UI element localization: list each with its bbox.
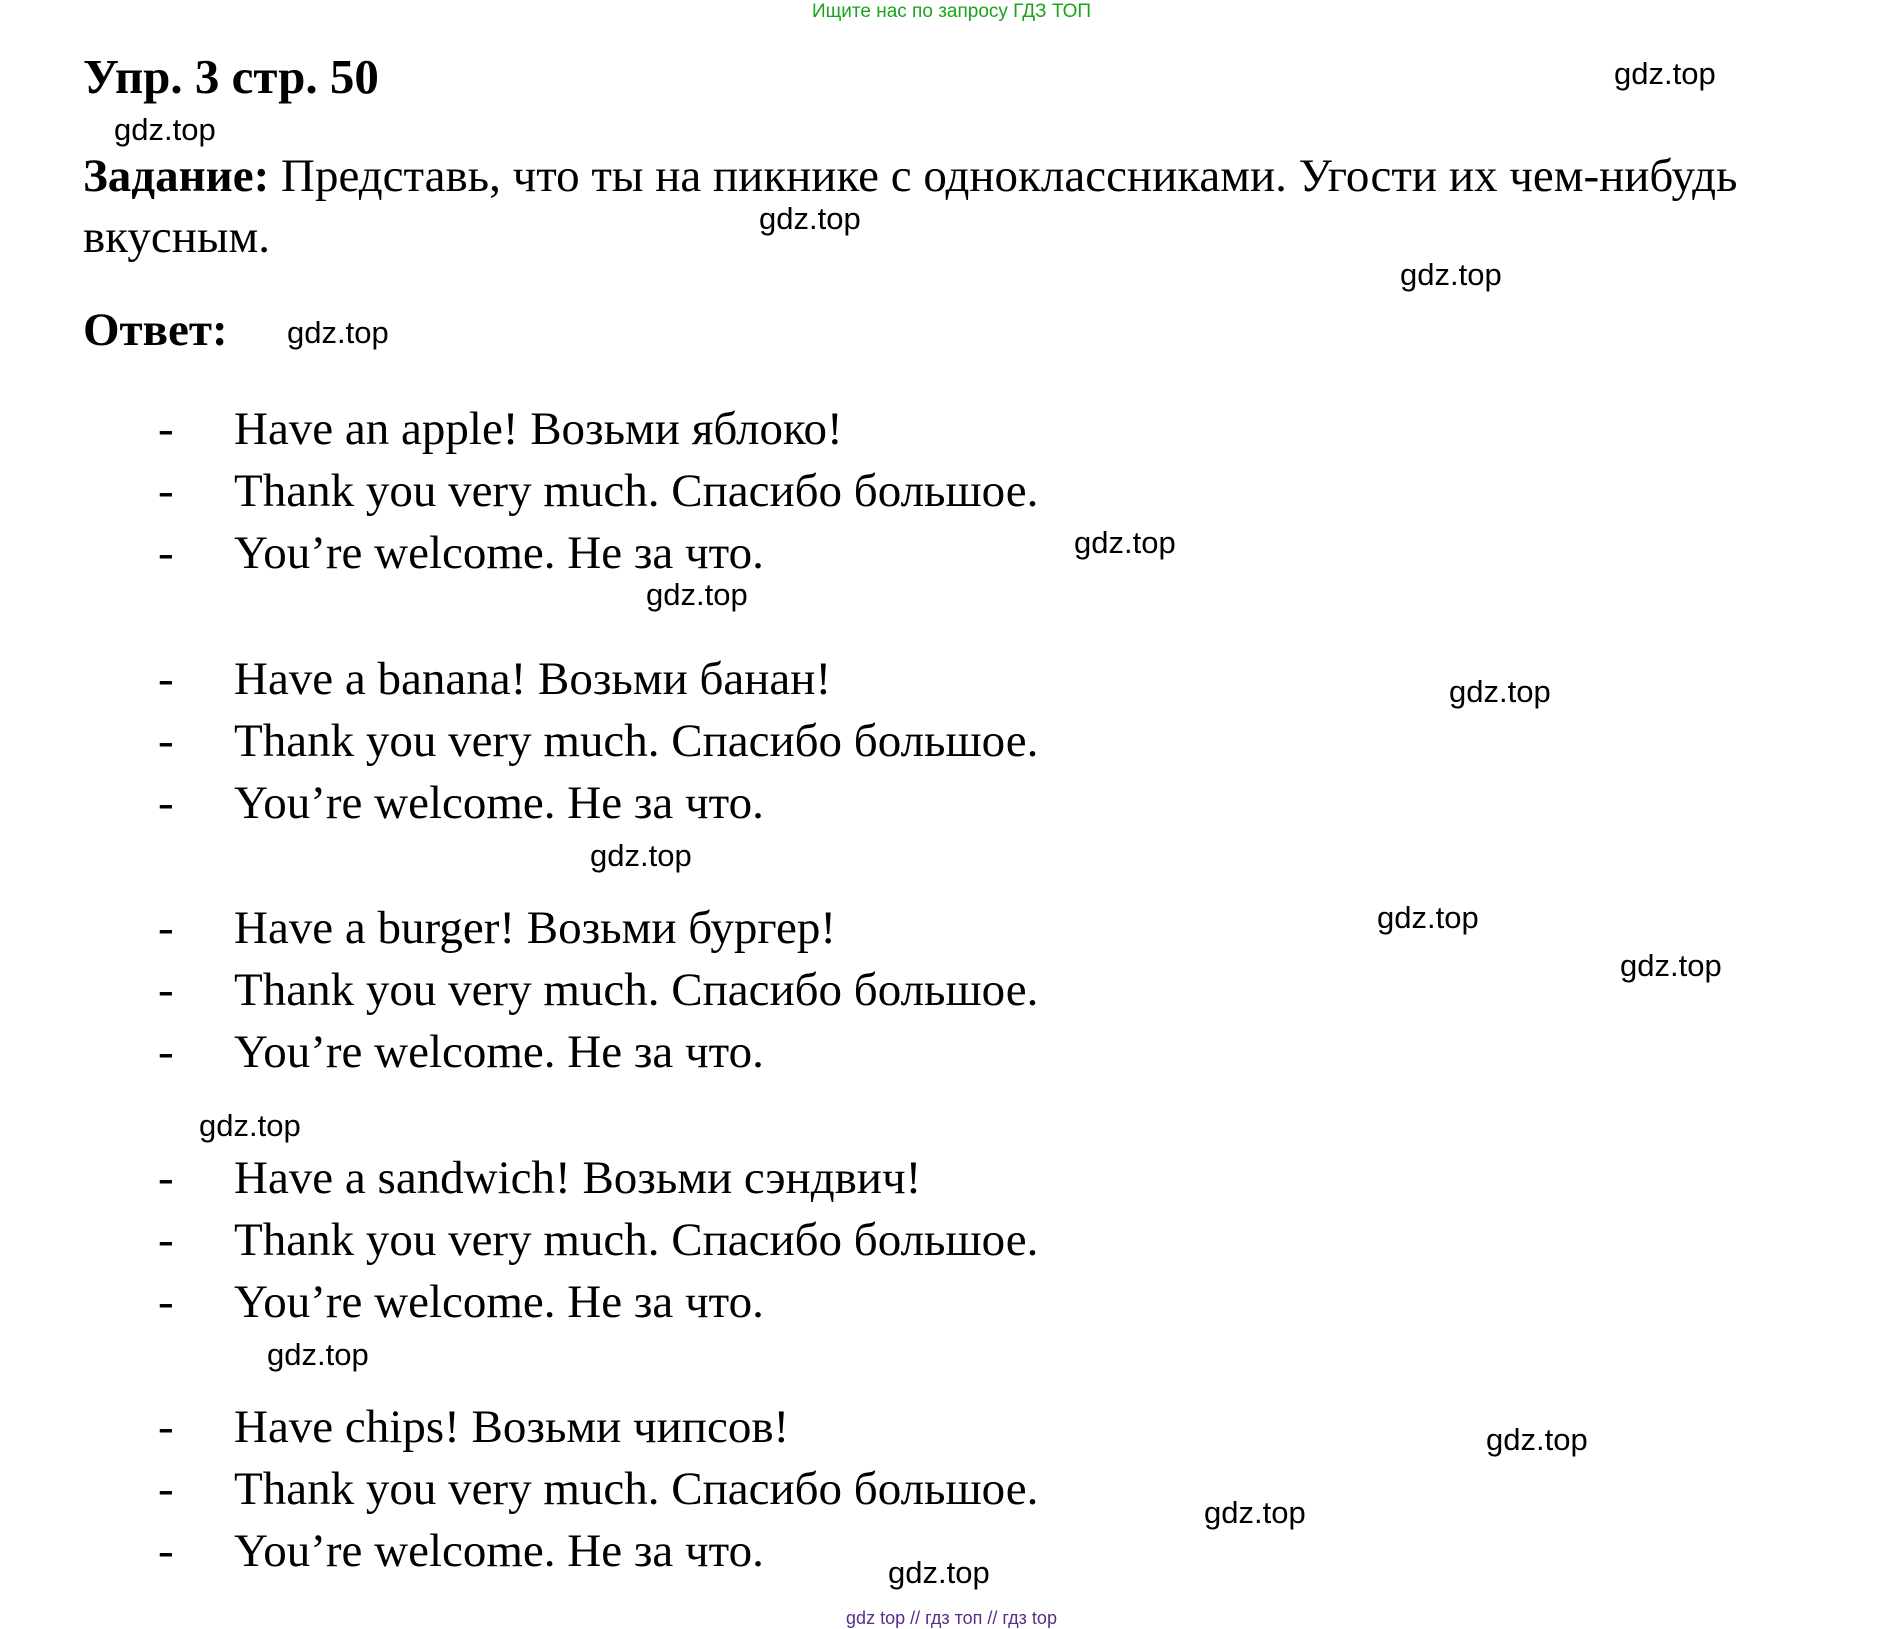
watermark: gdz.top	[1074, 525, 1176, 560]
line-text: You’re welcome. Не за что.	[234, 1525, 764, 1577]
line-text: You’re welcome. Не за что.	[234, 527, 764, 579]
line-text: Thank you very much. Спасибо большое.	[234, 1214, 1039, 1266]
line-text: You’re welcome. Не за что.	[234, 1276, 764, 1328]
line-text: Have chips! Возьми чипсов!	[234, 1401, 790, 1453]
answer-label: Ответ:	[83, 304, 228, 356]
dash-bullet: -	[158, 1276, 174, 1328]
watermark: gdz.top	[1486, 1422, 1588, 1457]
watermark: gdz.top	[267, 1337, 369, 1372]
dash-bullet: -	[158, 964, 174, 1016]
line-text: Have an apple! Возьми яблоко!	[234, 403, 843, 455]
line-text: Thank you very much. Спасибо большое.	[234, 715, 1039, 767]
exercise-heading: Упр. 3 стр. 50	[83, 49, 379, 104]
watermark: gdz.top	[590, 838, 692, 873]
line-text: Thank you very much. Спасибо большое.	[234, 1463, 1039, 1515]
watermark: gdz.top	[1449, 674, 1551, 709]
search-banner: Ищите нас по запросу ГДЗ ТОП	[811, 1, 1092, 22]
watermark: gdz.top	[114, 112, 216, 147]
watermark: gdz.top	[646, 577, 748, 612]
dash-bullet: -	[158, 902, 174, 954]
watermark: gdz.top	[759, 201, 861, 236]
watermark: gdz.top	[1377, 900, 1479, 935]
watermark: gdz.top	[1204, 1495, 1306, 1530]
line-text: You’re welcome. Не за что.	[234, 777, 764, 829]
line-text: Have a sandwich! Возьми сэндвич!	[234, 1152, 922, 1204]
watermark: gdz.top	[1400, 257, 1502, 292]
dash-bullet: -	[158, 1152, 174, 1204]
task-label: Задание:	[83, 150, 270, 202]
dash-bullet: -	[158, 403, 174, 455]
line-text: Have a burger! Возьми бургер!	[234, 902, 837, 954]
watermark: gdz.top	[287, 315, 389, 350]
dash-bullet: -	[158, 1214, 174, 1266]
dash-bullet: -	[158, 1401, 174, 1453]
watermark: gdz.top	[888, 1555, 990, 1590]
footer-links: gdz top // гдз топ // гдз top	[846, 1608, 1057, 1628]
line-text: Thank you very much. Спасибо большое.	[234, 964, 1039, 1016]
line-text: Have a banana! Возьми банан!	[234, 653, 832, 705]
watermark: gdz.top	[199, 1108, 301, 1143]
dash-bullet: -	[158, 715, 174, 767]
dash-bullet: -	[158, 465, 174, 517]
dash-bullet: -	[158, 653, 174, 705]
task-paragraph	[83, 146, 1883, 268]
watermark: gdz.top	[1620, 948, 1722, 983]
dash-bullet: -	[158, 777, 174, 829]
dash-bullet: -	[158, 527, 174, 579]
line-text: Thank you very much. Спасибо большое.	[234, 465, 1039, 517]
line-text: You’re welcome. Не за что.	[234, 1026, 764, 1078]
dash-bullet: -	[158, 1026, 174, 1078]
dash-bullet: -	[158, 1525, 174, 1577]
task-text: Представь, что ты на пикнике с одноклассниками. Угости их чем-нибудь вкусным.	[83, 150, 1738, 263]
watermark: gdz.top	[1614, 56, 1716, 91]
dash-bullet: -	[158, 1463, 174, 1515]
